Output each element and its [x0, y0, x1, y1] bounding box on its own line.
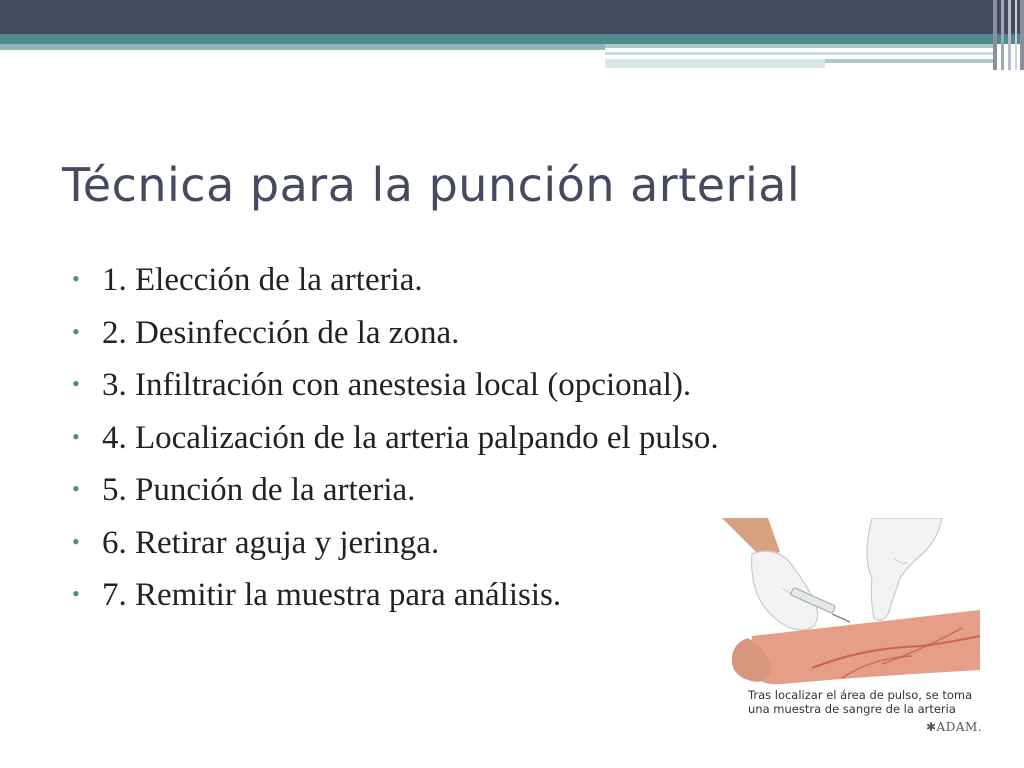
- bullet-icon: •: [72, 423, 80, 449]
- bullet-text: 2. Desinfección de la zona.: [102, 314, 460, 351]
- bullet-item: [72, 577, 719, 630]
- header-vertical-stripe: [1020, 0, 1024, 70]
- header-vertical-stripe: [1001, 0, 1004, 70]
- header-band-teal: [0, 34, 1024, 44]
- header-band-dark: [0, 0, 1024, 34]
- bullet-icon: •: [72, 318, 80, 344]
- bullet-item: [72, 525, 719, 578]
- bullet-icon: •: [72, 528, 80, 554]
- bullet-text: 7. Remitir la muestra para análisis.: [102, 577, 562, 613]
- header-band-teal-light: [0, 44, 605, 50]
- header-line: [605, 59, 825, 68]
- header-vertical-stripe: [1015, 0, 1017, 70]
- adam-logo: ✱ADAM.: [926, 720, 983, 734]
- header-line: [605, 52, 997, 55]
- bullet-text: 4. Localización de la arteria palpando el pulso.: [102, 419, 719, 456]
- bullet-item: [72, 367, 719, 420]
- bullet-item: [72, 420, 719, 473]
- image-caption: Tras localizar el área de pulso, se toma una muestra de sangre de la arteria: [748, 688, 973, 716]
- bullet-icon: •: [72, 581, 80, 606]
- slide-title: Técnica para la punción arterial: [62, 158, 801, 212]
- bullet-item: [72, 262, 719, 315]
- bullet-icon: •: [72, 371, 80, 396]
- bullet-text: 6. Retirar aguja y jeringa.: [102, 524, 440, 561]
- bullet-text: 3. Infiltración con anestesia local (opcional).: [102, 367, 692, 403]
- header-vertical-stripe: [993, 0, 997, 70]
- bullet-item: [72, 472, 719, 525]
- bullet-icon: •: [72, 476, 80, 501]
- header-vertical-stripe: [1008, 0, 1011, 70]
- header-line: [825, 59, 997, 63]
- bullet-text: 5. Punción de la arteria.: [102, 472, 416, 508]
- bullet-icon: •: [72, 266, 80, 291]
- bullet-item: [72, 315, 719, 368]
- bullet-text: 1. Elección de la arteria.: [102, 262, 423, 298]
- header-line: [605, 44, 997, 48]
- bullet-list: [72, 262, 719, 630]
